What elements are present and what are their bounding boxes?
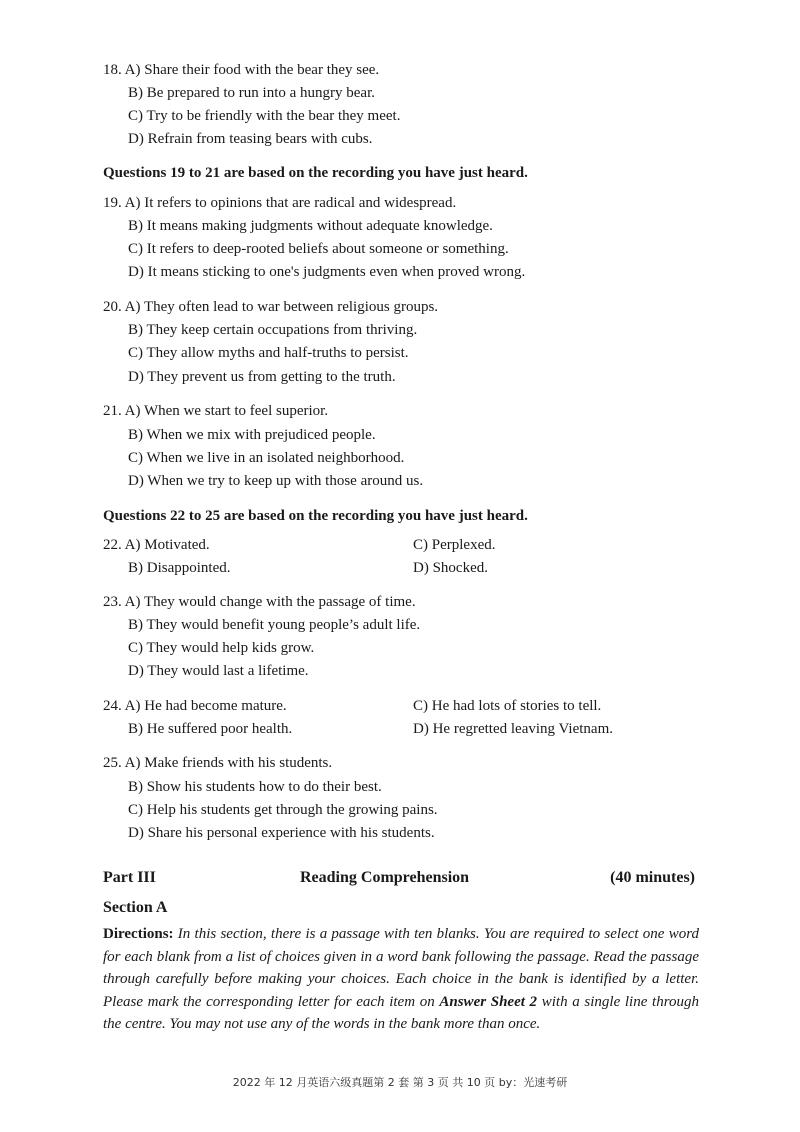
q24-option-b: B) He suffered poor health. [128,721,293,737]
group-heading-19-21: Questions 19 to 21 are based on the recording you have just heard. [103,165,528,181]
q24-option-a: 24. A) He had become mature. [103,698,287,714]
q22-option-a: 22. A) Motivated. [103,537,210,553]
q20-option-c: C) They allow myths and half-truths to persist. [128,345,409,361]
q21-option-c: C) When we live in an isolated neighborhood. [128,450,405,466]
q21-option-b: B) When we mix with prejudiced people. [128,427,376,443]
q25-option-b: B) Show his students how to do their best. [128,779,382,795]
q20-option-a: 20. A) They often lead to war between religious groups. [103,299,439,315]
q22-option-c: C) Perplexed. [413,537,496,553]
q18-option-b: B) Be prepared to run into a hungry bear. [128,85,376,101]
q18-option-d: D) Refrain from teasing bears with cubs. [128,131,373,147]
q24-option-c: C) He had lots of stories to tell. [413,698,602,714]
q23-option-a: 23. A) They would change with the passage of time. [103,594,416,610]
q21-option-d: D) When we try to keep up with those around us. [128,473,424,489]
directions-text: In this section, there is a passage with ten blanks. You are required to select one word for each blank from a list of choices given in a word bank following the passage. Read the passage through carefully before making your choices. Each choice in the bank is identified by a letter. Please mark the corresponding letter for each item on [103,926,699,1010]
section-heading: Section A [103,899,168,916]
q18-option-c: C) Try to be friendly with the bear they meet. [128,108,401,124]
q24-option-d: D) He regretted leaving Vietnam. [413,721,613,737]
directions-paragraph [103,923,699,1036]
answer-sheet-reference: Answer Sheet 2 [439,993,538,1010]
q23-option-b: B) They would benefit young people’s adult life. [128,617,421,633]
q19-option-d: D) It means sticking to one's judgments even when proved wrong. [128,264,526,280]
q25-option-a: 25. A) Make friends with his students. [103,755,333,771]
q19-option-a: 19. A) It refers to opinions that are radical and widespread. [103,195,457,211]
q22-option-b: B) Disappointed. [128,560,231,576]
q25-option-c: C) Help his students get through the growing pains. [128,802,438,818]
q22-option-d: D) Shocked. [413,560,488,576]
part-time: (40 minutes) [610,869,695,886]
q23-option-d: D) They would last a lifetime. [128,663,309,679]
directions-label: Directions: [103,926,174,942]
directions-text-end: with a single line through the centre. You may not use any of the words in the bank more than once. [103,993,699,1033]
q20-option-d: D) They prevent us from getting to the truth. [128,369,396,385]
group-heading-22-25: Questions 22 to 25 are based on the recording you have just heard. [103,508,528,524]
q18-option-a: 18. A) Share their food with the bear they see. [103,62,380,78]
q21-option-a: 21. A) When we start to feel superior. [103,403,329,419]
q20-option-b: B) They keep certain occupations from thriving. [128,322,418,338]
q19-option-c: C) It refers to deep-rooted beliefs about someone or something. [128,241,509,257]
q19-option-b: B) It means making judgments without adequate knowledge. [128,218,493,234]
part-heading [103,867,695,889]
q23-option-c: C) They would help kids grow. [128,640,315,656]
part-label: Part III [103,869,156,886]
part-title: Reading Comprehension [300,869,470,886]
q25-option-d: D) Share his personal experience with his students. [128,825,435,841]
page-footer: 2022 年 12 月英语六级真题第 2 套 第 3 页 共 10 页 by：光速考研 [232,1076,568,1089]
